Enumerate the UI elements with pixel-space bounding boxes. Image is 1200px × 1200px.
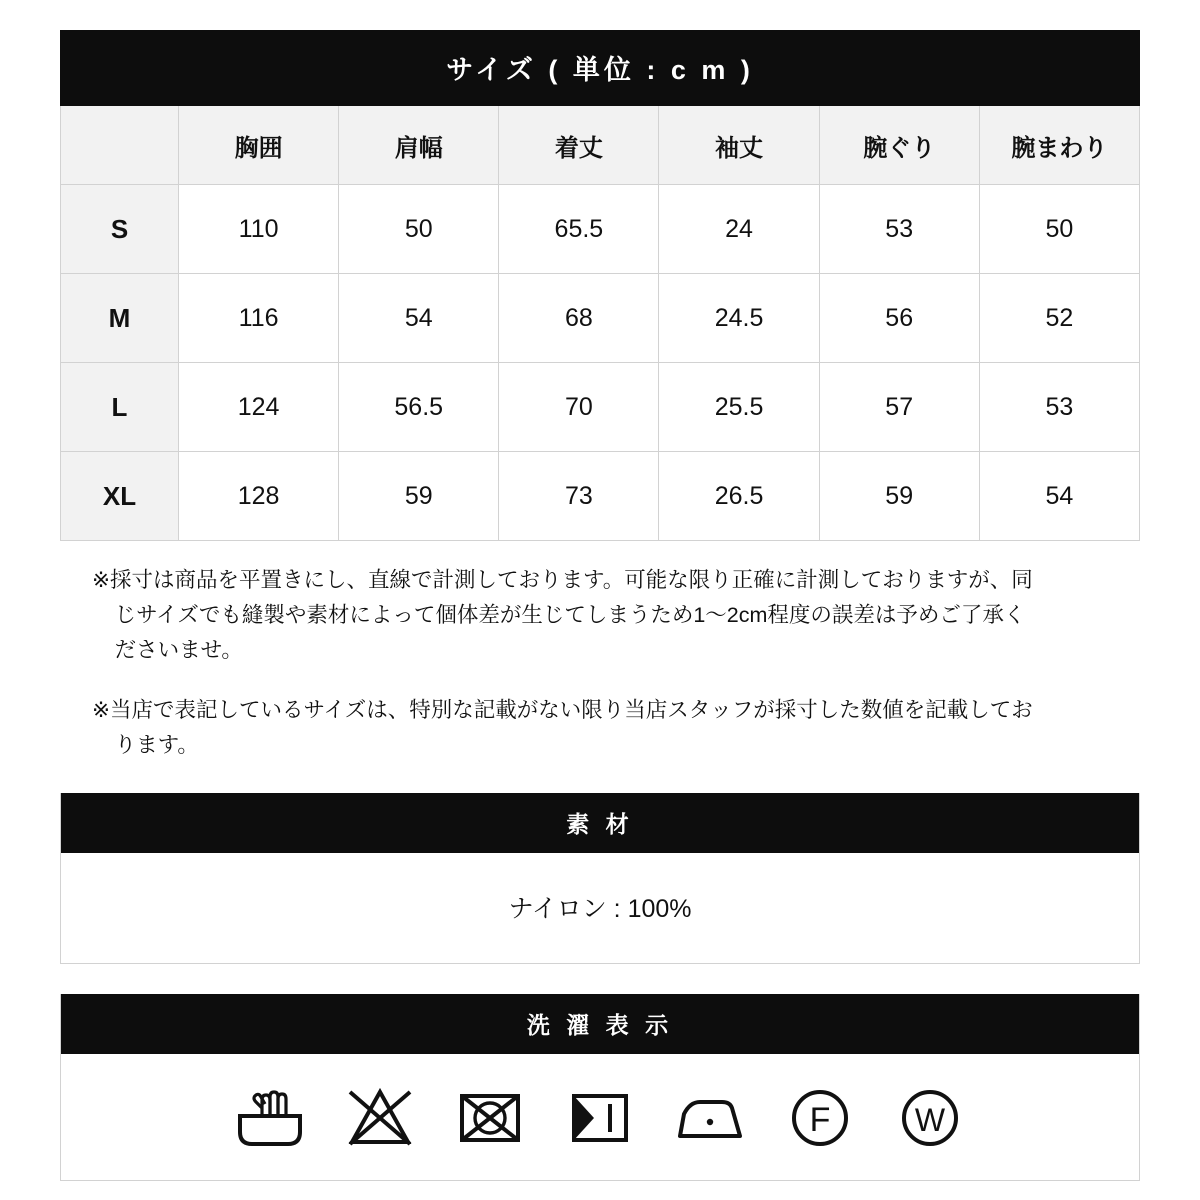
size-table-col-blank: [61, 106, 179, 185]
material-header: 素 材: [61, 793, 1139, 853]
size-table-title-row: [61, 31, 1140, 106]
cell-armhole: 59: [819, 452, 979, 541]
cell-bust: 116: [179, 274, 339, 363]
cell-armcircumference: 54: [979, 452, 1139, 541]
size-table-col-shoulder: 肩幅: [339, 106, 499, 185]
cell-shoulder: 50: [339, 185, 499, 274]
wet-clean-w-icon: [892, 1080, 968, 1156]
cell-length: 65.5: [499, 185, 659, 274]
cell-armhole: 53: [819, 185, 979, 274]
care-section: [60, 994, 1140, 1181]
size-table-col-length: 着丈: [499, 106, 659, 185]
line-dry-shade-icon: [562, 1080, 638, 1156]
material-section: [60, 793, 1140, 964]
cell-armcircumference: 53: [979, 363, 1139, 452]
cell-length: 68: [499, 274, 659, 363]
cell-bust: 124: [179, 363, 339, 452]
cell-armhole: 56: [819, 274, 979, 363]
size-label: L: [61, 363, 179, 452]
cell-bust: 110: [179, 185, 339, 274]
table-row: [61, 363, 1140, 452]
material-value: ナイロン : 100%: [61, 853, 1139, 963]
table-row: [61, 185, 1140, 274]
table-row: [61, 452, 1140, 541]
size-table: [60, 30, 1140, 541]
size-table-header-row: [61, 106, 1140, 185]
cell-sleeve: 26.5: [659, 452, 819, 541]
hand-wash-icon: [232, 1080, 308, 1156]
size-table-col-bust: 胸囲: [179, 106, 339, 185]
no-tumble-dry-icon: [452, 1080, 528, 1156]
size-label: S: [61, 185, 179, 274]
size-table-title: サイズ ( 単位 : c m ): [61, 31, 1140, 106]
care-header: 洗 濯 表 示: [61, 994, 1139, 1054]
svg-text:W: W: [914, 1102, 946, 1139]
size-table-col-armcircumference: 腕まわり: [979, 106, 1139, 185]
cell-bust: 128: [179, 452, 339, 541]
svg-text:F: F: [809, 1101, 831, 1140]
cell-length: 70: [499, 363, 659, 452]
note-measurement: ※採寸は商品を平置きにし、直線で計測しております。可能な限り正確に計測しておりますが、同じサイズでも縫製や素材によって個体差が生じてしまうため1〜2cm程度の誤差は予めご了承くださいませ。: [92, 568, 1033, 662]
note-staff-measured: ※当店で表記しているサイズは、特別な記載がない限り当店スタッフが採寸した数値を記載しております。: [92, 698, 1033, 758]
size-label: XL: [61, 452, 179, 541]
cell-shoulder: 56.5: [339, 363, 499, 452]
cell-sleeve: 24: [659, 185, 819, 274]
size-table-col-sleeve: 袖丈: [659, 106, 819, 185]
cell-armcircumference: 52: [979, 274, 1139, 363]
iron-low-icon: [672, 1080, 748, 1156]
cell-shoulder: 59: [339, 452, 499, 541]
size-label: M: [61, 274, 179, 363]
cell-shoulder: 54: [339, 274, 499, 363]
cell-length: 73: [499, 452, 659, 541]
measurement-notes: [60, 563, 1140, 763]
dry-clean-f-icon: [782, 1080, 858, 1156]
no-bleach-icon: [342, 1080, 418, 1156]
care-icons-row: [61, 1054, 1139, 1180]
size-table-col-armhole: 腕ぐり: [819, 106, 979, 185]
table-row: [61, 274, 1140, 363]
cell-sleeve: 25.5: [659, 363, 819, 452]
cell-armhole: 57: [819, 363, 979, 452]
cell-sleeve: 24.5: [659, 274, 819, 363]
cell-armcircumference: 50: [979, 185, 1139, 274]
